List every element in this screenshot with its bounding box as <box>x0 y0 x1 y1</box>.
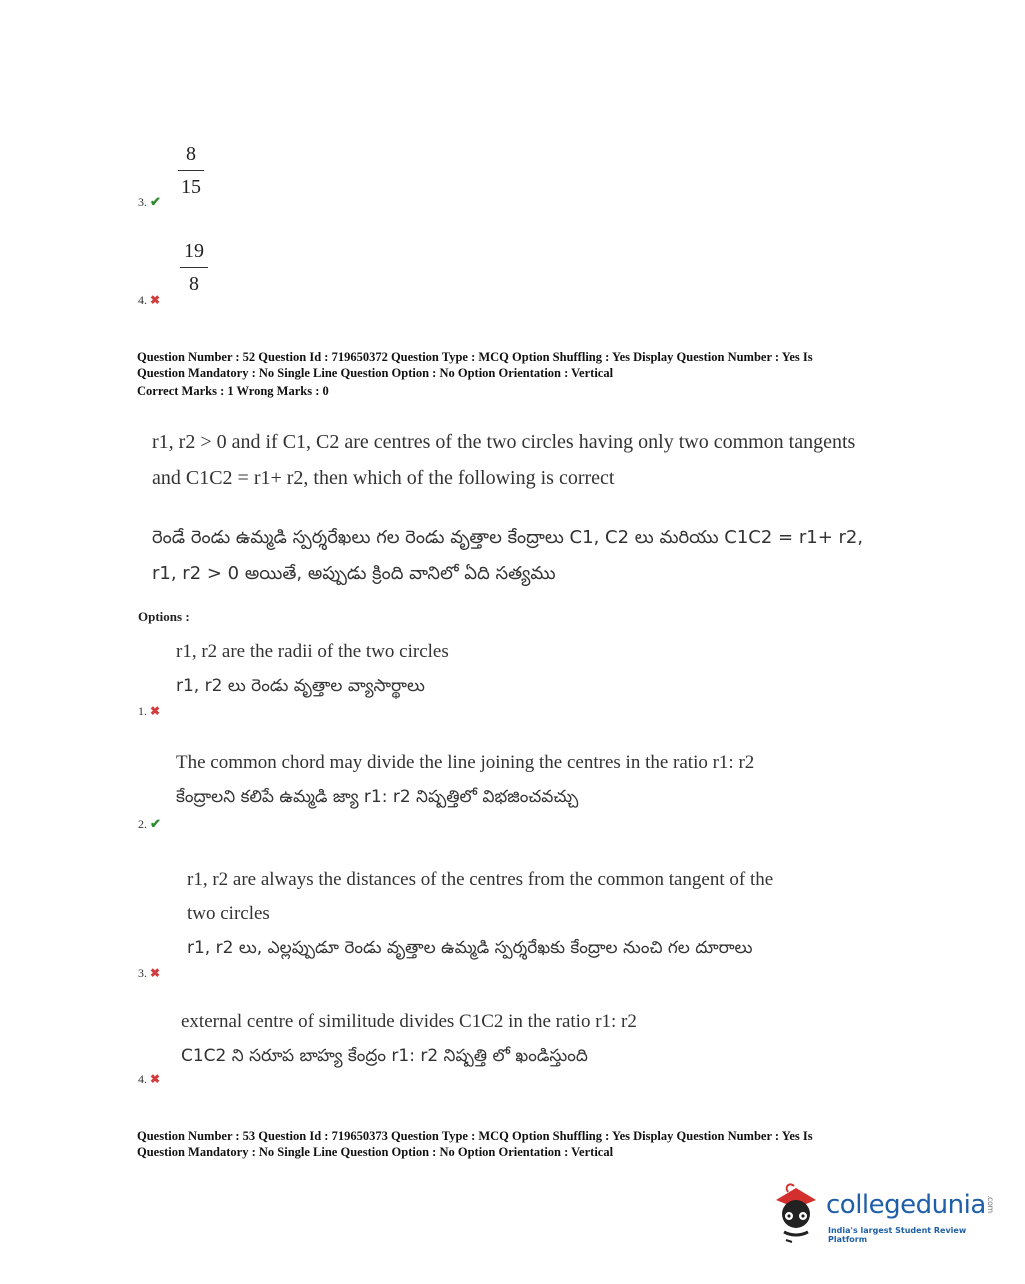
option-number-label: 3. <box>138 966 147 980</box>
options-label: Options : <box>138 609 190 624</box>
option-english: The common chord may divide the line joining the centres in the ratio r1: r2 <box>176 752 755 773</box>
fraction-denominator: 8 <box>189 273 199 295</box>
option-number-2 <box>138 816 161 832</box>
option-telugu: C1C2 ని సరూప బాహ్య కేంద్రం r1: r2 నిష్పత్తి లో ఖండిస్తుంది <box>181 1046 588 1066</box>
meta-line-2: Question Mandatory : No Single Line Question Option : No Option Orientation : Vertical <box>137 366 614 380</box>
collegedunia-logo <box>766 1178 1006 1250</box>
option-4-text <box>181 1005 881 1073</box>
logo-tagline: India's largest Student Review Platform <box>828 1226 967 1244</box>
question-52-telugu <box>152 520 892 592</box>
option-number-4 <box>138 1072 160 1087</box>
question-telugu-line-1: రెండే రెండు ఉమ్మడి స్పర్శరేఖలు గల రెండు వృత్తాల కేంద్రాలు C1, C2 లు మరియు C1C2 = r1+ r2, <box>152 527 864 548</box>
question-52-english <box>152 424 892 496</box>
fraction-numerator: 8 <box>186 143 196 165</box>
option-english: external centre of similitude divides C1C2 in the ratio r1: r2 <box>181 1011 637 1032</box>
option-number-1 <box>138 704 160 719</box>
meta-line-1: Question Number : 53 Question Id : 719650373 Question Type : MCQ Option Shuffling : Yes Display Question Number : Yes Is <box>137 1129 813 1143</box>
option-number-label: 4. <box>138 293 147 307</box>
option-2-text <box>176 746 896 814</box>
option-number-label: 4. <box>138 1072 147 1086</box>
option-english: r1, r2 are the radii of the two circles <box>176 641 449 662</box>
option-1-text <box>176 635 876 703</box>
logo-wordmark <box>826 1190 995 1220</box>
meta-line-2: Question Mandatory : No Single Line Question Option : No Option Orientation : Vertical <box>137 1145 614 1159</box>
meta-line-1: Question Number : 52 Question Id : 719650372 Question Type : MCQ Option Shuffling : Yes Display Question Number : Yes Is <box>137 350 813 364</box>
check-icon: ✔ <box>150 194 161 209</box>
cross-icon: ✖ <box>150 704 161 718</box>
fraction-option-4 <box>180 241 208 294</box>
option-english-line-1: r1, r2 are always the distances of the centres from the common tangent of the <box>187 869 774 890</box>
option-number-4 <box>138 293 160 308</box>
question-53-meta <box>137 1128 897 1160</box>
logo-name: collegedunia <box>826 1190 986 1220</box>
cross-icon: ✖ <box>150 966 161 980</box>
question-52-meta <box>137 349 897 399</box>
option-number-label: 1. <box>138 704 147 718</box>
option-number-label: 2. <box>138 817 147 831</box>
question-telugu-line-2: r1, r2 > 0 అయితే, అప్పుడు క్రింది వానిలో ఏది సత్యము <box>152 563 556 584</box>
meta-line-3: Correct Marks : 1 Wrong Marks : 0 <box>137 384 329 398</box>
option-english-line-2: two circles <box>187 903 270 924</box>
fraction-denominator: 15 <box>181 176 201 198</box>
question-english-line-1: r1, r2 > 0 and if C1, C2 are centres of the two circles having only two common tangents <box>152 431 856 453</box>
cross-icon: ✖ <box>150 293 161 307</box>
check-icon: ✔ <box>150 816 161 831</box>
option-telugu: r1, r2 లు రెండు వృత్తాల వ్యాసార్థాలు <box>176 676 425 696</box>
mascot-icon <box>766 1178 824 1244</box>
option-number-label: 3. <box>138 195 147 209</box>
logo-suffix: .com <box>985 1195 995 1213</box>
option-telugu: r1, r2 లు, ఎల్లప్పుడూ రెండు వృత్తాల ఉమ్మడి స్పర్శరేఖకు కేంద్రాల నుంచి గల దూరాలు <box>187 938 753 958</box>
option-number-3 <box>138 194 161 210</box>
option-3-text <box>187 863 887 965</box>
option-number-3 <box>138 966 160 981</box>
cross-icon: ✖ <box>150 1072 161 1086</box>
option-telugu: కేంద్రాలని కలిపే ఉమ్మడి జ్యా r1: r2 నిష్పత్తిలో విభజించవచ్చు <box>176 787 579 807</box>
question-english-line-2: and C1C2 = r1+ r2, then which of the following is correct <box>152 467 615 489</box>
fraction-numerator: 19 <box>184 240 204 262</box>
fraction-option-3 <box>178 144 204 197</box>
